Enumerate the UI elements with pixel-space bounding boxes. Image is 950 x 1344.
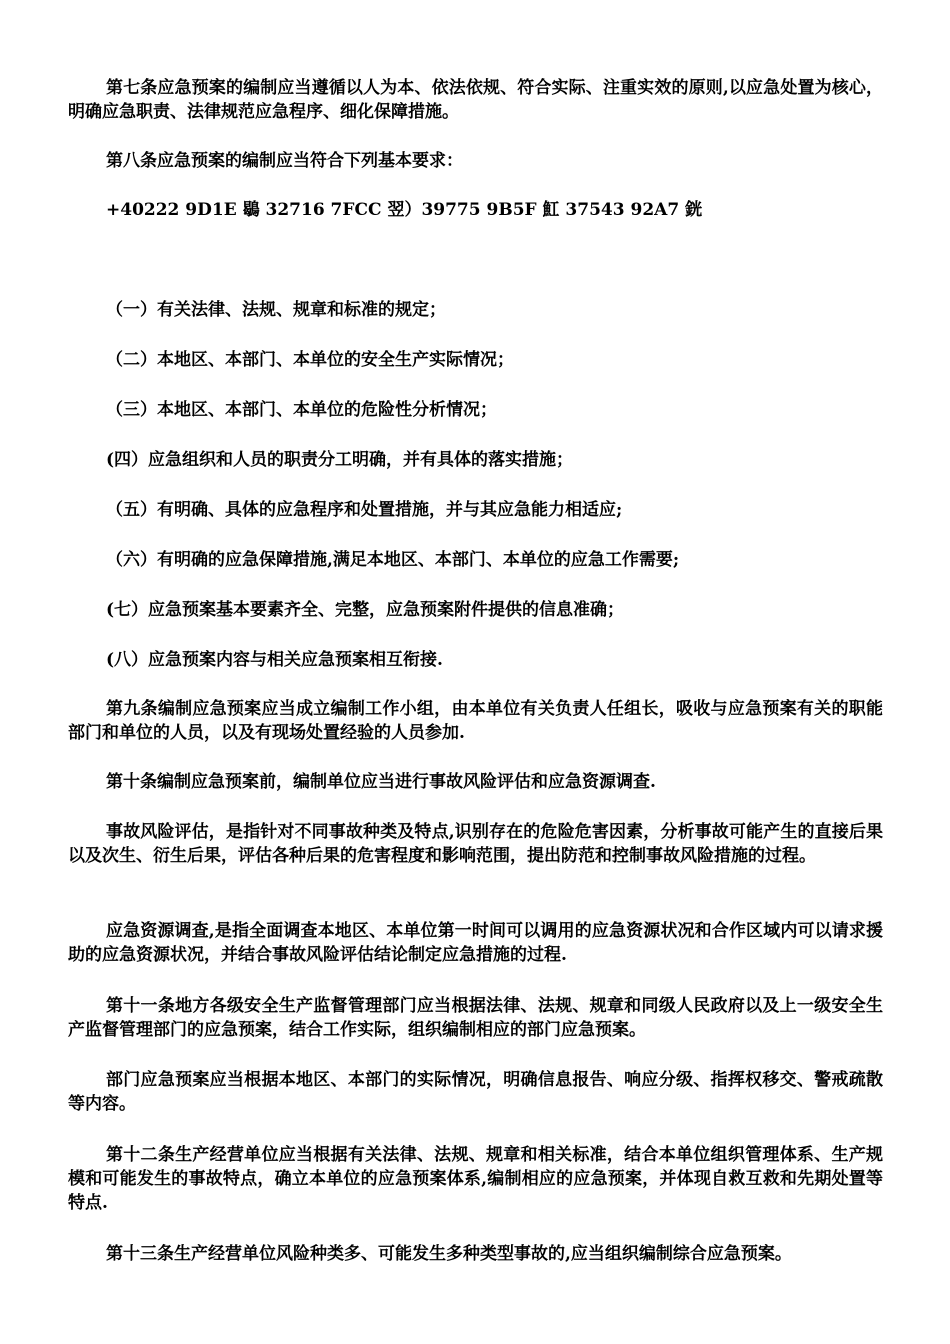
risk-assessment-paragraph: 事故风险评估，是指针对不同事故种类及特点,识别存在的危险危害因素，分析事故可能产生的直接后果以及次生、衍生后果，评估各种后果的危害程度和影响范围，提出防范和控制事故风险措施的过程。: [68, 822, 883, 866]
department-plan-paragraph: 部门应急预案应当根据本地区、本部门的实际情况，明确信息报告、响应分级、指挥权移交、警戒疏散等内容。: [68, 1070, 883, 1114]
requirement-6: （六）有明确的应急保障措施,满足本地区、本部门、本单位的应急工作需要;: [106, 550, 680, 570]
requirement-5: （五）有明确、具体的应急程序和处置措施，并与其应急能力相适应;: [106, 500, 623, 520]
article-12: 第十二条生产经营单位应当根据有关法律、法规、规章和相关标准，结合本单位组织管理体系、生产规模和可能发生的事故特点，确立本单位的应急预案体系,编制相应的应急预案，并体现自救互救和先期处置等特点.: [68, 1145, 883, 1213]
article-8: 第八条应急预案的编制应当符合下列基本要求：: [106, 151, 463, 171]
requirement-1: （一）有关法律、法规、规章和标准的规定；: [106, 300, 446, 320]
article-10: 第十条编制应急预案前，编制单位应当进行事故风险评估和应急资源调查.: [106, 772, 656, 792]
requirement-7: (七）应急预案基本要素齐全、完整，应急预案附件提供的信息准确；: [106, 600, 625, 620]
requirement-8: (八）应急预案内容与相关应急预案相互衔接.: [106, 650, 443, 670]
resource-survey-paragraph: 应急资源调查,是指全面调查本地区、本单位第一时间可以调用的应急资源状况和合作区域内可以请求援助的应急资源状况，并结合事故风险评估结论制定应急措施的过程.: [68, 921, 883, 965]
requirement-4: (四）应急组织和人员的职责分工明确，并有具体的落实措施；: [106, 450, 574, 470]
article-9: 第九条编制应急预案应当成立编制工作小组，由本单位有关负责人任组长，吸收与应急预案有关的职能部门和单位的人员，以及有现场处置经验的人员参加.: [68, 699, 883, 743]
article-13: 第十三条生产经营单位风险种类多、可能发生多种类型事故的,应当组织编制综合应急预案。: [106, 1244, 792, 1264]
article-7: 第七条应急预案的编制应当遵循以人为本、依法依规、符合实际、注重实效的原则,以应急处置为核心，明确应急职责、法律规范应急程序、细化保障措施。: [68, 78, 883, 122]
garbled-code-line: +40222 9D1E 鶡 32716 7FCC 翌）39775 9B5F 魟 37543 92A7 銧: [106, 200, 703, 220]
article-11: 第十一条地方各级安全生产监督管理部门应当根据法律、法规、规章和同级人民政府以及上一级安全生产监督管理部门的应急预案，结合工作实际，组织编制相应的部门应急预案。: [68, 996, 883, 1040]
requirement-3: （三）本地区、本部门、本单位的危险性分析情况；: [106, 400, 497, 420]
requirement-2: （二）本地区、本部门、本单位的安全生产实际情况；: [106, 350, 514, 370]
